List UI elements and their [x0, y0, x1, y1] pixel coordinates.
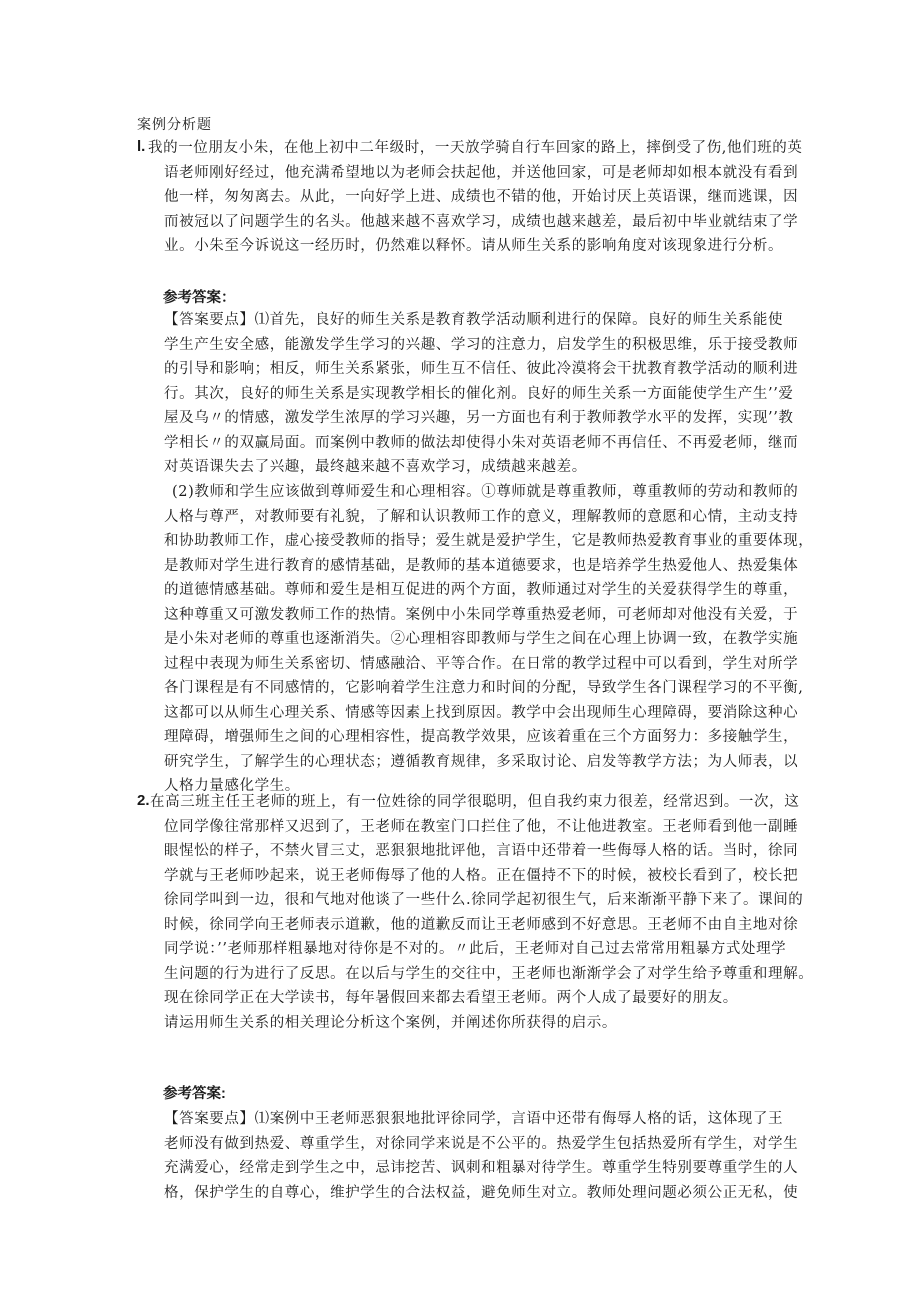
text-line: 学生产生安全感，能激发学生学习的兴趣、学习的注意力，启发学生的积极思维，乐于接受教师: [164, 336, 799, 353]
text-line: 现在徐同学正在大学读书，每年暑假回来都去看望王老师。两个人成了最要好的朋友。: [164, 990, 738, 1006]
text-line: 我的一位朋友小朱，在他上初中二年级时，一天放学骑自行车回家的路上，摔倒受了伤,他们班的英: [148, 140, 803, 156]
text-line: 的引导和影响；相反，师生关系紧张，师生互不信任、彼此冷漠将会干扰教育教学活动的顺利进: [164, 361, 799, 377]
text-line: 【答案要点】⑴案例中王老师恶狠狠地批评徐同学，言语中还带有侮辱人格的话，这体现了王: [164, 1111, 784, 1127]
answer-1-part-2: [164, 480, 813, 799]
text-line: 语老师刚好经过，他充满希望地以为老师会扶起他，并送他回家，可是老师却如根本就没有看到: [164, 164, 799, 181]
text-line: 对英语课失去了兴趣，最终越来越不喜欢学习，成绩越来越差。: [164, 459, 587, 475]
text-line: 和协助教师工作，虚心接受教师的指导；爱生就是爱护学生，它是教师热爱教育事业的重要体现，: [164, 533, 814, 549]
text-line: 学相长〃的双赢局面。而案例中教师的做法却使得小朱对英语老师不再信任、不再爱老师，继而: [164, 434, 799, 451]
question-1-number: l.: [137, 138, 146, 155]
text-line: 的道德情感基础。尊师和爱生是相互促进的两个方面，教师通过对学生的关爱获得学生的尊重，: [164, 582, 799, 598]
answer-1-part-1: [164, 308, 798, 480]
text-line: 格，保护学生的自尊心，维护学生的合法权益，避免师生对立。教师处理问题必须公正无私，使: [164, 1184, 799, 1201]
text-line: 他一样，匆匆离去。从此，一向好学上进、成绩也不错的他，开始讨厌上英语课，继而逃课，因: [164, 189, 799, 205]
text-line: 这种尊重又可激发教师工作的热情。案例中小朱同学尊重热爱老师，可老师却对他没有关爱，于: [164, 606, 799, 623]
text-line: 理障碍，增强师生之间的心理相容性，提高教学效果，应该着重在三个方面努力：多接触学生，: [164, 729, 799, 745]
page-title: 案例分析题: [137, 117, 212, 133]
text-line: 时候，徐同学向王老师表示道歉，他的道歉反而让王老师感到不好意思。王老师不由自主地对徐: [164, 916, 799, 933]
text-line: 屋及乌〃的情感，激发学生浓厚的学习兴趣，另一方面也有利于教师教学水平的发挥，实现’’教: [164, 410, 794, 426]
text-line: 生问题的行为进行了反思。在以后与学生的交往中，王老师也渐渐学会了对学生给予尊重和理解。: [164, 965, 814, 982]
text-line: 在高三班主任王老师的班上，有一位姓徐的同学很聪明，但自我约束力很差，经常迟到。一次，这: [150, 794, 800, 810]
text-line: 过程中表现为师生关系密切、情感融洽、平等合作。在日常的教学过程中可以看到，学生对所学: [164, 655, 799, 672]
text-line: 学就与王老师吵起来，说王老师侮辱了他的人格。正在僵持不下的时候，被校长看到了，校长把: [164, 867, 799, 884]
text-line: 业。小朱至今诉说这一经历时，仍然难以释怀。请从师生关系的影响角度对该现象进行分析。: [164, 238, 784, 254]
text-line: 【答案要点】⑴首先，良好的师生关系是教育教学活动顺利进行的保障。良好的师生关系能使: [164, 312, 784, 328]
text-line: 眼惺忪的样子，不禁火冒三丈，恶狠狠地批评他，言语中还带着一些侮辱人格的话。当时，徐同: [164, 843, 799, 859]
answer-2-part-1: [164, 1107, 798, 1205]
text-line: 行。其次，良好的师生关系是实现教学相长的催化剂。良好的师生关系一方面能使学生产生’’爱: [164, 385, 794, 402]
answer-2-heading: 参考答案:: [163, 1086, 226, 1102]
text-line: 请运用师生关系的相关理论分析这个案例，并阐述你所获得的启示。: [164, 1014, 617, 1031]
text-line: 各门课程是有不同感情的，它影响着学生注意力和时间的分配，导致学生各门课程学习的不平衡,: [164, 680, 804, 696]
text-line: 同学说：’’老师那样粗暴地对待你是不对的。〃此后，王老师对自己过去常常用粗暴方式处理学: [164, 941, 787, 957]
question-1-text: [148, 136, 803, 259]
text-line: (2)教师和学生应该做到尊师爱生和心理相容。①尊师就是尊重教师，尊重教师的劳动和教师的: [172, 484, 799, 500]
question-2-number: 2.: [137, 792, 150, 809]
question-2-text: [150, 790, 813, 1035]
text-line: 是小朱对老师的尊重也逐渐消失。②心理相容即教师与学生之间在心理上协调一致，在教学实施: [164, 631, 799, 647]
text-line: 这都可以从师生心理关系、情感等因素上找到原因。教学中会出现师生心理障碍，要消除这种心: [164, 704, 799, 721]
text-line: 充满爱心，经常走到学生之中，忌讳挖苦、讽刺和粗暴对待学生。尊重学生特别要尊重学生的人: [164, 1160, 799, 1176]
text-line: 徐同学叫到一边，很和气地对他谈了一些什么.徐同学起初很生气，后来渐渐平静下来了。课间的: [164, 892, 804, 908]
text-line: 人格力量感化学生。: [164, 778, 300, 794]
answer-1-heading: 参考答案：: [163, 290, 236, 306]
text-line: 而被冠以了问题学生的名头。他越来越不喜欢学习，成绩也越来越差，最后初中毕业就结束了学: [164, 213, 799, 230]
text-line: 研究学生，了解学生的心理状态；遵循教育规律，多采取讨论、启发等教学方法；为人师表，以: [164, 753, 799, 770]
text-line: 老师没有做到热爱、尊重学生，对徐同学来说是不公平的。热爱学生包括热爱所有学生，对学生: [164, 1135, 799, 1152]
text-line: 是教师对学生进行教育的感情基础，是教师的基本道德要求，也是培养学生热爱他人、热爱集体: [164, 557, 799, 574]
text-line: 人格与尊严，对教师要有礼貌，了解和认识教师工作的意义，理解教师的意愿和心情，主动支持: [164, 508, 799, 525]
text-line: 位同学像往常那样又迟到了，王老师在教室门口拦住了他，不让他进教室。王老师看到他一副睡: [164, 818, 799, 835]
